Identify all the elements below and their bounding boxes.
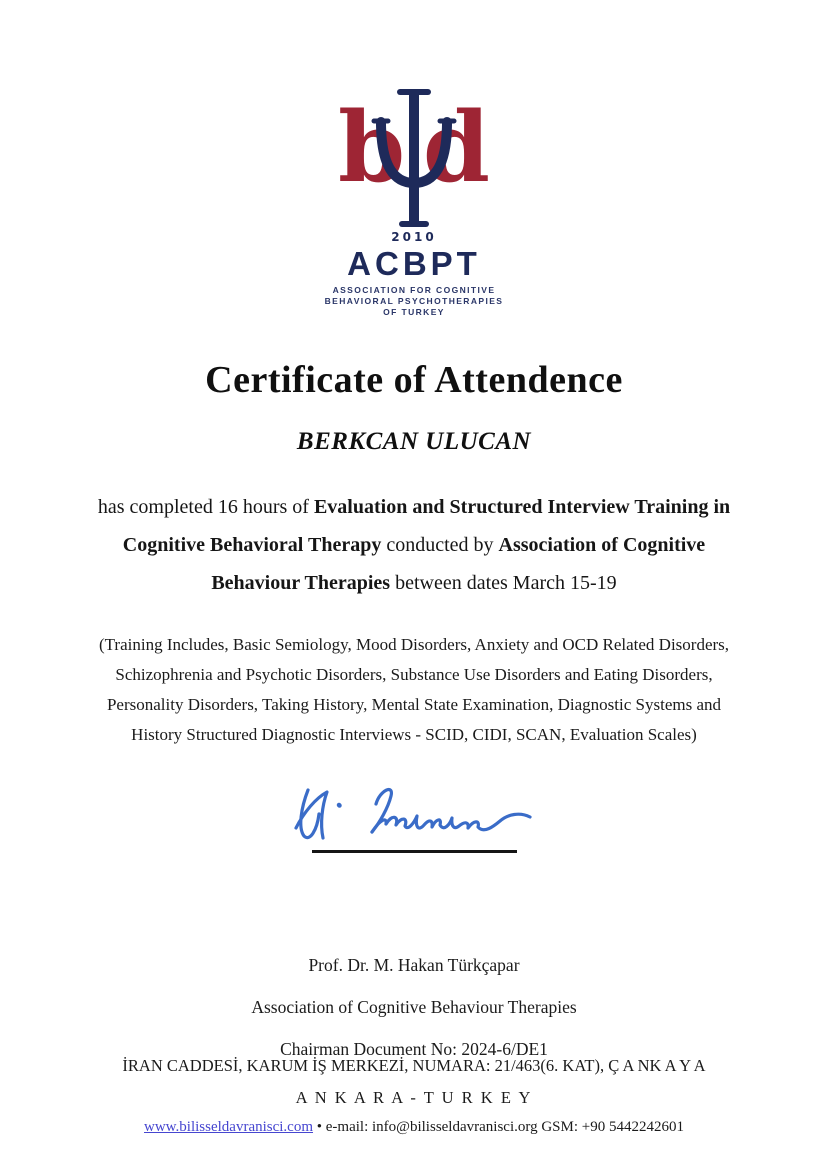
recipient-name: BERKCAN ULUCAN	[296, 428, 532, 456]
signature-block	[279, 778, 549, 853]
logo-mark	[326, 86, 502, 228]
logo-org-line-3: OF TURKEY	[383, 307, 445, 318]
psi-icon	[326, 86, 502, 228]
logo-letter-b: b	[338, 91, 406, 204]
footer-address-line1: İRAN CADDESİ, KARUM İŞ MERKEZİ, NUMARA: 21/463(6. KAT), Ç A NK A Y A	[122, 1056, 706, 1075]
training-details: (Training Includes, Basic Semiology, Mood Disorders, Anxiety and OCD Related Disorders, Schizophrenia and Psychotic Disorders, Substance Use Disorders and Eating Disorders, Personality Disorders, Taking History, Mental State Examination, Diagnostic Systems and History Structured Diagnostic Interviews - SCID, CIDI, SCAN, Evaluation Scales)	[98, 635, 730, 745]
logo-org-line-2: BEHAVIORAL PSYCHOTHERAPIES	[324, 296, 504, 307]
logo-acronym: ACBPT	[347, 245, 481, 282]
statement-seg-3: conducted by	[381, 534, 499, 557]
statement-organization: Association of Cognitive Behaviour Therapies	[211, 534, 706, 595]
footer-contact-text: • e-mail: info@bilisseldavranisci.org GSM: +90 5442242601	[313, 1119, 684, 1135]
logo-year: 2010	[391, 230, 437, 244]
website-link[interactable]: www.bilisseldavranisci.com	[144, 1119, 314, 1135]
logo-letter-d: d	[422, 91, 490, 204]
footer	[0, 1056, 828, 1136]
signatory-name: Prof. Dr. M. Hakan Türkçapar	[308, 955, 520, 976]
footer-contact-line	[0, 1119, 828, 1136]
statement-seg-1: has completed 16 hours of	[97, 496, 314, 519]
signatory-block	[0, 955, 828, 1060]
signature-line	[312, 850, 517, 853]
signature-image	[284, 778, 544, 856]
signatory-organization: Association of Cognitive Behaviour Therapies	[251, 997, 577, 1018]
acbpt-logo	[0, 0, 828, 318]
statement-course-title: Evaluation and Structured Interview Training in Cognitive Behavioral Therapy	[122, 496, 731, 557]
document-number: Chairman Document No: 2024-6/DE1	[280, 1039, 548, 1060]
footer-address-line2: A N K A R A - T U R K E Y	[295, 1088, 533, 1107]
logo-org-line-1: ASSOCIATION FOR COGNITIVE	[332, 285, 496, 296]
statement-dates: between dates March 15-19	[390, 572, 617, 595]
page-title: Certificate of Attendence	[205, 359, 623, 402]
completion-statement	[92, 488, 737, 602]
logo-org-name	[0, 285, 828, 318]
